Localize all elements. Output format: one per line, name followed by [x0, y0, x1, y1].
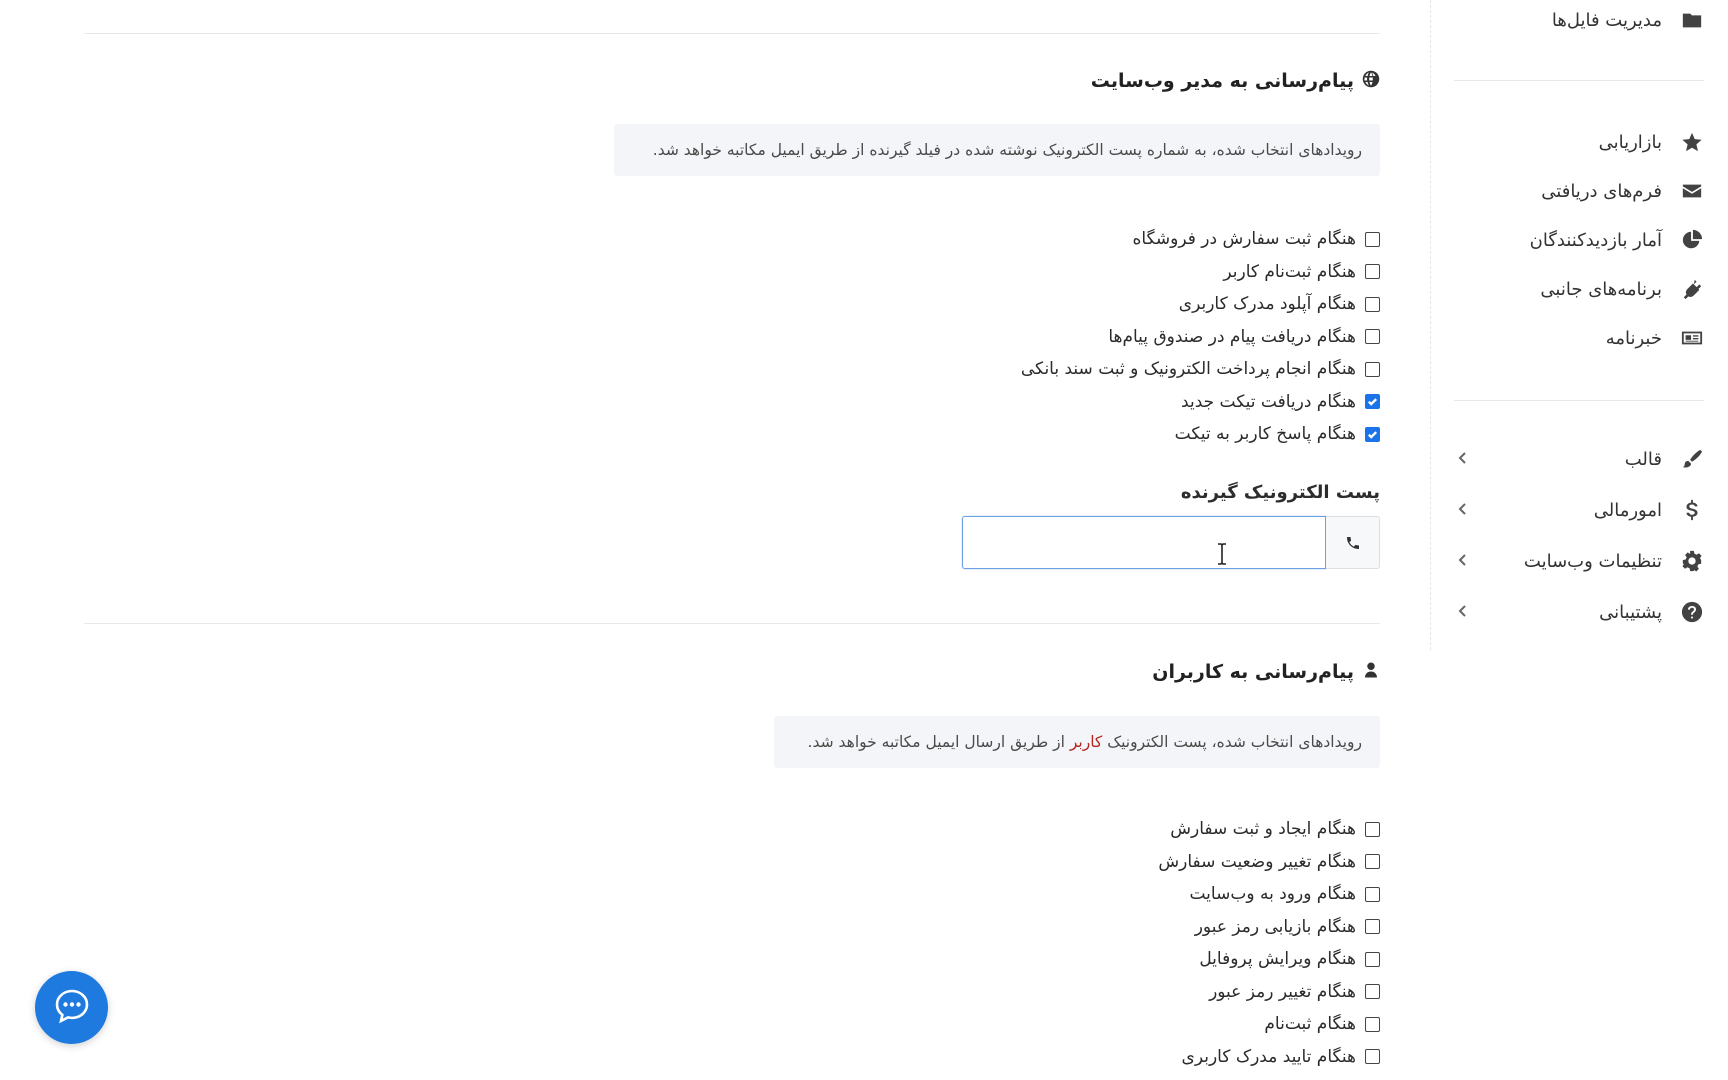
chevron-left-icon	[1454, 603, 1470, 621]
checkbox[interactable]	[1365, 329, 1380, 344]
sidebar-item-template[interactable]	[1454, 441, 1704, 477]
chevron-left-icon	[1454, 552, 1470, 570]
sidebar-item-label: خبرنامه	[1605, 327, 1662, 349]
checkbox-label: هنگام ثبت‌نام	[1264, 1014, 1356, 1034]
checkbox-option[interactable]	[1179, 291, 1380, 317]
envelope-icon	[1680, 179, 1704, 203]
checkbox-label: هنگام تایید مدرک کاربری	[1181, 1046, 1356, 1067]
checkbox-option[interactable]	[1181, 389, 1380, 415]
folder-icon	[1680, 8, 1704, 32]
sidebar-item-received-forms[interactable]	[1454, 173, 1704, 209]
sidebar-item-newsletter[interactable]	[1454, 320, 1704, 356]
newspaper-icon	[1680, 326, 1704, 350]
checkbox[interactable]	[1365, 887, 1380, 902]
checkbox-option[interactable]	[1175, 421, 1380, 447]
checkbox-option[interactable]	[1199, 946, 1380, 972]
checkbox[interactable]	[1365, 362, 1380, 377]
sidebar-divider	[1454, 80, 1704, 81]
checkbox[interactable]	[1365, 264, 1380, 279]
recipient-email-label: پست الکترونیک گیرنده	[1180, 482, 1380, 503]
users-info-box	[774, 716, 1380, 768]
checkbox-label: هنگام دریافت تیکت جدید	[1181, 391, 1356, 412]
checkbox-checked[interactable]	[1365, 427, 1380, 442]
sidebar-item-label: آمار بازدیدکنندگان	[1529, 229, 1662, 251]
sidebar-item-label: مدیریت فایل‌ها	[1551, 9, 1662, 31]
sidebar-item-plugins[interactable]	[1454, 271, 1704, 307]
checkbox-option[interactable]	[1195, 914, 1380, 940]
gear-icon	[1680, 549, 1704, 573]
recipient-email-input[interactable]	[962, 516, 1326, 569]
sidebar-item-marketing[interactable]	[1454, 124, 1704, 160]
checkbox-option[interactable]	[1132, 226, 1380, 252]
chevron-left-icon	[1454, 501, 1470, 519]
chevron-left-icon	[1454, 450, 1470, 468]
admin-messaging-title	[1091, 66, 1380, 96]
sidebar-divider	[1454, 400, 1704, 401]
checkbox-label: هنگام انجام پرداخت الکترونیک و ثبت سند بانکی	[1020, 359, 1356, 379]
checkbox-label: هنگام آپلود مدرک کاربری	[1178, 294, 1356, 314]
sidebar-item-label: برنامه‌های جانبی	[1540, 278, 1662, 300]
globe-icon	[1362, 70, 1380, 93]
checkbox-label: هنگام تغییر رمز عبور	[1209, 981, 1356, 1002]
section-title-text: پیام‌رسانی به مدیر وب‌سایت	[1090, 70, 1354, 92]
checkbox-option[interactable]	[1209, 979, 1380, 1005]
checkbox-label: هنگام پاسخ کاربر به تیکت	[1174, 424, 1356, 444]
sidebar-item-finance[interactable]	[1454, 492, 1704, 528]
checkbox-checked[interactable]	[1365, 394, 1380, 409]
star-icon	[1680, 130, 1704, 154]
phone-icon	[1326, 516, 1380, 569]
question-icon	[1680, 600, 1704, 624]
sidebar-item-support[interactable]	[1454, 594, 1704, 630]
checkbox[interactable]	[1365, 822, 1380, 837]
sidebar-item-label: تنظیمات وب‌سایت	[1523, 550, 1662, 572]
sidebar-item-label: قالب	[1624, 448, 1662, 470]
checkbox-option[interactable]	[1264, 1011, 1380, 1037]
sidebar-item-label: پشتیبانی	[1599, 601, 1662, 623]
users-messaging-title	[1152, 657, 1380, 687]
checkbox-label: هنگام تغییر وضعیت سفارش	[1158, 851, 1356, 872]
sidebar-item-file-manager[interactable]	[1454, 2, 1704, 38]
checkbox[interactable]	[1365, 297, 1380, 312]
dollar-icon	[1680, 498, 1704, 522]
user-icon	[1362, 661, 1380, 684]
chat-bubble-icon	[52, 986, 92, 1030]
sidebar-item-label: بازاریابی	[1598, 131, 1662, 153]
section-divider	[84, 623, 1380, 624]
plug-icon	[1680, 277, 1704, 301]
sidebar-item-label: فرم‌های دریافتی	[1541, 180, 1662, 202]
checkbox-label: هنگام ثبت سفارش در فروشگاه	[1132, 229, 1356, 249]
section-divider	[84, 33, 1380, 34]
text-cursor-icon	[1216, 543, 1228, 565]
recipient-email-group	[962, 516, 1380, 569]
checkbox-label: هنگام دریافت پیام در صندوق پیام‌ها	[1108, 326, 1356, 347]
checkbox-option[interactable]	[1182, 1044, 1380, 1070]
checkbox[interactable]	[1365, 854, 1380, 869]
checkbox-option[interactable]	[1170, 816, 1380, 842]
users-info-text: رویدادهای انتخاب شده، پست الکترونیک کاربر از طریق ارسال ایمیل مکاتبه خواهد شد.	[807, 733, 1362, 751]
section-title-text: پیام‌رسانی به کاربران	[1152, 661, 1354, 683]
checkbox-label: هنگام ویرایش پروفایل	[1199, 949, 1356, 969]
checkbox[interactable]	[1365, 232, 1380, 247]
checkbox-option[interactable]	[1108, 324, 1380, 350]
checkbox[interactable]	[1365, 1049, 1380, 1064]
admin-info-text: رویدادهای انتخاب شده، به شماره پست الکترونیک نوشته شده در فیلد گیرنده از طریق ایمیل مکاتبه خواهد شد.	[652, 141, 1362, 159]
checkbox-option[interactable]	[1158, 849, 1380, 875]
paintbrush-icon	[1680, 447, 1704, 471]
chat-button[interactable]	[35, 971, 108, 1044]
checkbox[interactable]	[1365, 919, 1380, 934]
sidebar-item-website-settings[interactable]	[1454, 543, 1704, 579]
checkbox[interactable]	[1365, 952, 1380, 967]
sidebar-item-label: امورمالی	[1593, 499, 1662, 521]
checkbox-option[interactable]	[1189, 881, 1380, 907]
checkbox-label: هنگام ورود به وب‌سایت	[1189, 884, 1356, 904]
checkbox-option[interactable]	[1021, 356, 1380, 382]
sidebar-item-visitor-stats[interactable]	[1454, 222, 1704, 258]
admin-info-box	[614, 124, 1380, 176]
checkbox-label: هنگام بازیابی رمز عبور	[1194, 916, 1356, 937]
checkbox-label: هنگام ایجاد و ثبت سفارش	[1170, 819, 1356, 839]
pie-chart-icon	[1680, 228, 1704, 252]
checkbox-label: هنگام ثبت‌نام کاربر	[1223, 261, 1356, 282]
checkbox-option[interactable]	[1223, 259, 1380, 285]
checkbox[interactable]	[1365, 984, 1380, 999]
sidebar	[1430, 0, 1728, 650]
highlight-text: کاربر	[1069, 733, 1103, 751]
checkbox[interactable]	[1365, 1017, 1380, 1032]
